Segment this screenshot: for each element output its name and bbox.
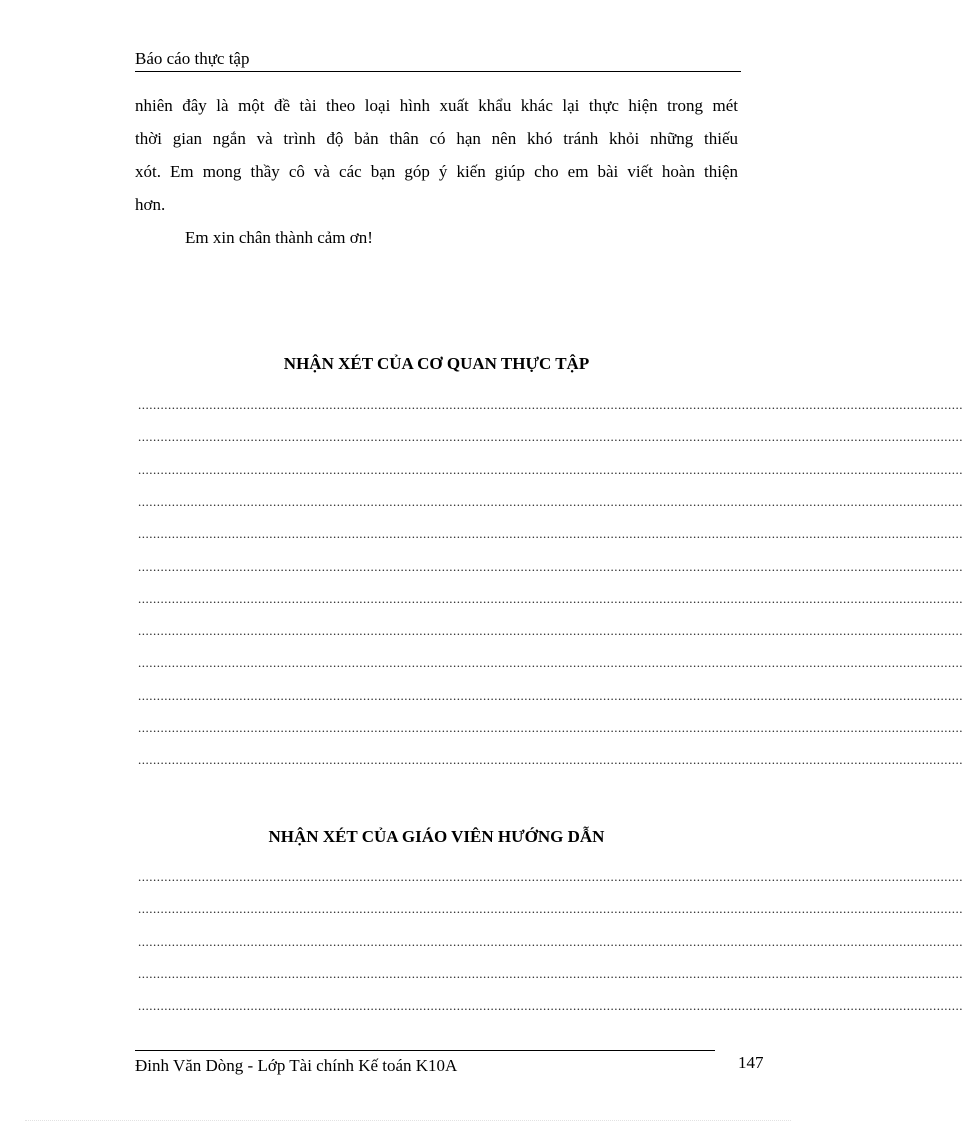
paragraph-line-2: thời gian ngắn và trình độ bản thân có hạn nên khó tránh khỏi những thiếu: [135, 129, 738, 148]
dotted-line: ............................................................................................................................................................................................................................: [138, 623, 963, 639]
page-header: Báo cáo thực tập: [135, 48, 741, 72]
paragraph-line-3: xót. Em mong thầy cô và các bạn góp ý kiến giúp cho em bài viết hoàn thiện: [135, 162, 738, 181]
dotted-line: ............................................................................................................................................................................................................................: [138, 461, 963, 477]
footer-author: Đinh Văn Dòng - Lớp Tài chính Kế toán K10A: [135, 1056, 458, 1075]
dotted-line: ............................................................................................................................................................................................................................: [138, 687, 963, 703]
section-title-teacher: NHẬN XÉT CỦA GIÁO VIÊN HƯỚNG DẪN: [268, 827, 605, 846]
footer-rule: [135, 1050, 715, 1051]
dotted-line: ............................................................................................................................................................................................................................: [138, 869, 963, 884]
dotted-line: ............................................................................................................................................................................................................................: [138, 998, 963, 1014]
dotted-line: ............................................................................................................................................................................................................................: [138, 752, 963, 768]
dotted-line: ............................................................................................................................................................................................................................: [138, 965, 963, 981]
dotted-line: ............................................................................................................................................................................................................................: [138, 933, 963, 949]
dotted-line: ............................................................................................................................................................................................................................: [138, 901, 963, 917]
dotted-line: ............................................................................................................................................................................................................................: [138, 558, 963, 574]
dotted-line: ............................................................................................................................................................................................................................: [138, 655, 963, 671]
dotted-line: ............................................................................................................................................................................................................................: [138, 590, 963, 606]
paragraph-line-1: nhiên đây là một đề tài theo loại hình xuất khẩu khác lại thực hiện trong mét: [135, 96, 738, 115]
dotted-line: ............................................................................................................................................................................................................................: [138, 397, 963, 412]
paragraph-line-4: hơn.: [135, 195, 166, 214]
dotted-line: ............................................................................................................................................................................................................................: [138, 526, 963, 542]
dotted-line: ............................................................................................................................................................................................................................: [138, 493, 963, 509]
page-number: 147: [738, 1053, 764, 1072]
section-title-company: NHẬN XÉT CỦA CƠ QUAN THỰC TẬP: [283, 354, 590, 373]
dotted-line: ............................................................................................................................................................................................................................: [138, 429, 963, 445]
thanks-line: Em xin chân thành cảm ơn!: [185, 228, 373, 247]
dotted-line: ............................................................................................................................................................................................................................: [138, 720, 963, 735]
page-edge-divider: [25, 1120, 791, 1121]
